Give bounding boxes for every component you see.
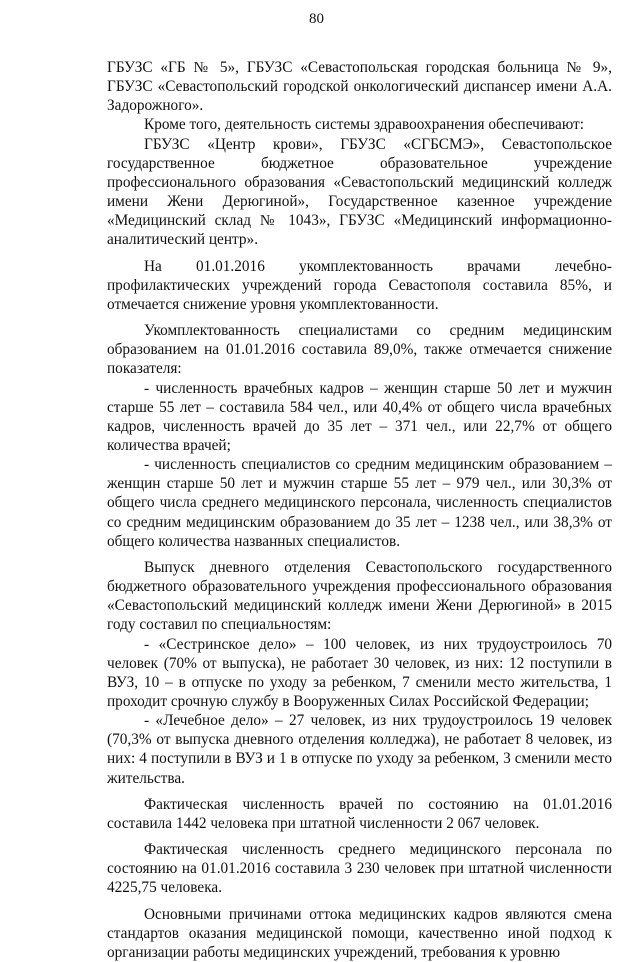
paragraph-college-graduates: Выпуск дневного отделения Севастопольского государственного бюджетного образовательного учреждения профессионального образования «Севастопольский медицинский колледж имени Жени Дерюгиной» в 2015 году составил по специальностям: [107,558,612,634]
list-item-doctors-age: - численность врачебных кадров – женщин старше 50 лет и мужчин старше 55 лет – составила 584 чел., или 40,4% от общего числа врачебных кадров, численность врачей до 35 лет – 371 чел., или 22,7% от общего количества врачей; [107,379,612,454]
list-item-nurses-age: - численность специалистов со средним медицинским образованием – женщин старше 50 лет и мужчин старше 55 лет – 979 чел., или 30,3% от общего числа среднего медицинского персонала, численность специалистов со средним медицинским образованием до 35 лет – 1238 чел., или 38,3% от общего количества названных специалистов. [107,456,612,550]
list-item-general-medicine: - «Лечебное дело» – 27 человек, из них трудоустроилось 19 человек (70,3% от выпуска дневного отделения колледжа), не работает 8 человек, из них: 4 поступили в ВУЗ и 1 в отпуске по уходу за ребенком, 3 сменили место жительства. [107,712,612,787]
list-item-nursing: - «Сестринское дело» – 100 человек, из них трудоустроилось 70 человек (70% от выпуска), не работает 30 человек, из них: 12 поступили в ВУЗ, 10 – в отпуске по уходу за ребенком, 7 сменили место жительства, 1 проходит срочную службу в Вооруженных Силах Российской Федерации; [107,635,612,710]
paragraph-nurses-count: Фактическая численность среднего медицинского персонала по состоянию на 01.01.2016 составила 3 230 человек при штатной численности 4225,75 человека. [107,841,612,897]
document-body [107,58,612,962]
paragraph-intro: Кроме того, деятельность системы здравоохранения обеспечивают: [144,116,584,134]
paragraph-hospitals-list: ГБУЗС «ГБ № 5», ГБУЗС «Севастопольская городская больница № 9», ГБУЗС «Севастопольский городской онкологический диспансер имени А.А. Задорожного». [107,59,612,115]
paragraph-institutions: ГБУЗС «Центр крови», ГБУЗС «СГБСМЭ», Севастопольское государственное бюджетное образовательное учреждение профессионального образования «Севастопольский медицинский колледж имени Жени Дерюгиной», Государственное казенное учреждение «Медицинский склад № 1043», ГБУЗС «Медицинский информационно-аналитический центр». [107,135,612,249]
paragraph-doctors-staffing: На 01.01.2016 укомплектованность врачами лечебно-профилактических учреждений города Севастополя составила 85%, и отмечается снижение уровня укомплектованности. [107,257,612,313]
paragraph-doctors-count: Фактическая численность врачей по состоянию на 01.01.2016 составила 1442 человека при штатной численности 2 067 человек. [107,795,612,832]
paragraph-outflow-reasons: Основными причинами оттока медицинских кадров являются смена стандартов оказания медицинской помощи, качественно иной подход к организации работы медицинских учреждений, требования к уровню [107,905,612,961]
paragraph-nurses-staffing: Укомплектованность специалистами со средним медицинским образованием на 01.01.2016 составила 89,0%, также отмечается снижение показателя: [107,322,612,378]
page-number: 80 [309,11,324,27]
